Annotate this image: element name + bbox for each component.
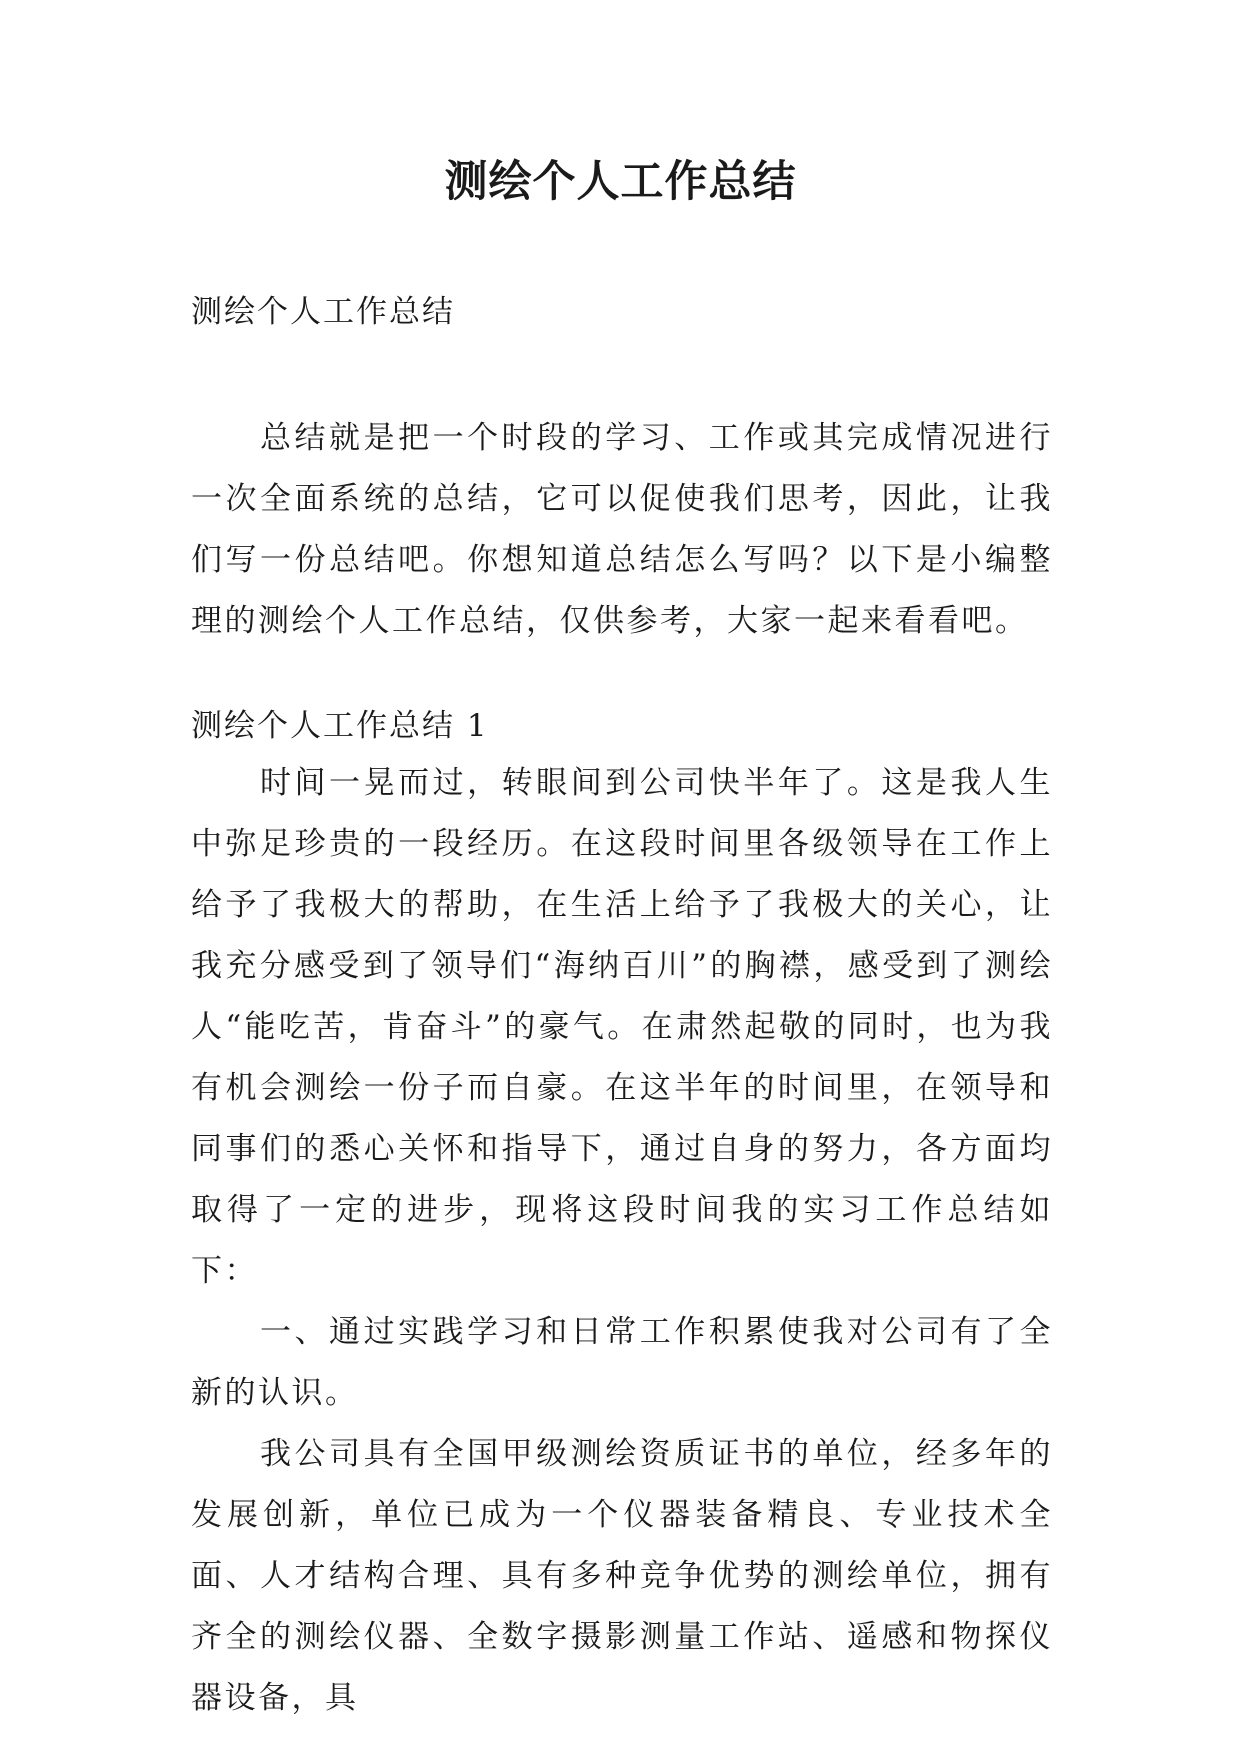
body-paragraph: 我公司具有全国甲级测绘资质证书的单位，经多年的发展创新，单位已成为一个仪器装备精良、专业技术全面、人才结构合理、具有多种竞争优势的测绘单位，拥有齐全的测绘仪器、全数字摄影测量工作站、遥感和物探仪器设备，具 (191, 1436, 1053, 1716)
body-paragraph: 一、通过实践学习和日常工作积累使我对公司有了全新的认识。 (191, 1314, 1053, 1411)
section-body (191, 753, 1053, 1729)
section-heading: 测绘个人工作总结 1 (191, 708, 489, 744)
body-paragraph: 时间一晃而过，转眼间到公司快半年了。这是我人生中弥足珍贵的一段经历。在这段时间里各级领导在工作上给予了我极大的帮助，在生活上给予了我极大的关心，让我充分感受到了领导们“海纳百川”的胸襟，感受到了测绘人“能吃苦，肯奋斗”的豪气。在肃然起敬的同时，也为我有机会测绘一份子而自豪。在这半年的时间里，在领导和同事们的悉心关怀和指导下，通过自身的努力，各方面均取得了一定的进步，现将这段时间我的实习工作总结如下： (191, 765, 1053, 1289)
intro-paragraph: 总结就是把一个时段的学习、工作或其完成情况进行一次全面系统的总结，它可以促使我们思考，因此，让我们写一份总结吧。你想知道总结怎么写吗？以下是小编整理的测绘个人工作总结，仅供参考，大家一起来看看吧。 (191, 420, 1053, 639)
document-title: 测绘个人工作总结 (444, 157, 797, 207)
document-subtitle: 测绘个人工作总结 (191, 294, 455, 330)
